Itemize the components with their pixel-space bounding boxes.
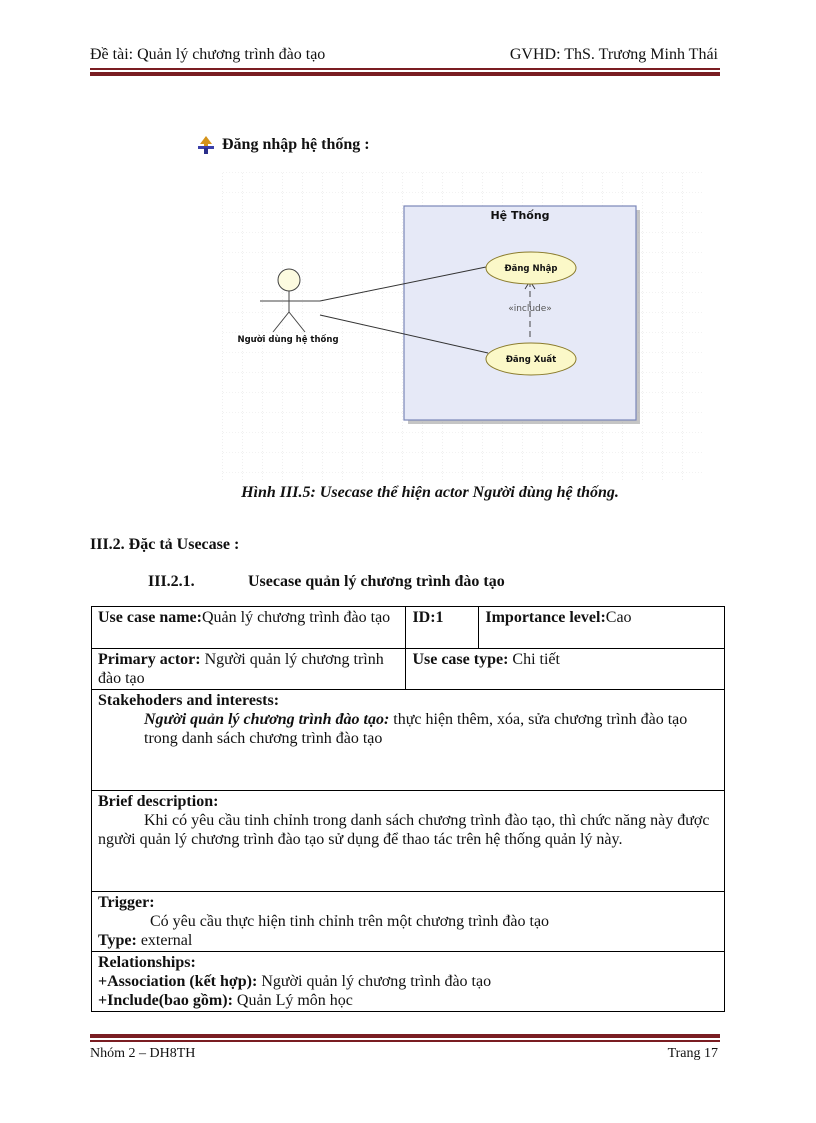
arrow-bullet-icon — [198, 136, 214, 154]
include-label: +Include(bao gồm): — [98, 992, 233, 1009]
importance-label: Importance level: — [485, 609, 606, 626]
primary-actor-label: Primary actor: — [98, 651, 201, 668]
usecase-name-value: Quản lý chương trình đào tạo — [201, 609, 391, 626]
stakeholders-label: Stakehoders and interests: — [98, 692, 280, 709]
relationships-cell — [92, 952, 725, 1012]
relationships-label: Relationships: — [98, 954, 196, 971]
trigger-type — [98, 931, 718, 950]
trigger-label: Trigger: — [98, 894, 155, 911]
usecase-logout-label: Đăng Xuất — [505, 355, 557, 365]
header-title: Đề tài: Quản lý chương trình đào tạo — [90, 46, 326, 63]
brief-description-cell — [92, 791, 725, 892]
footer-rule-bottom — [90, 1040, 720, 1042]
figure-caption: Hình III.5: Usecase thể hiện actor Người dùng hệ thống. — [241, 484, 619, 501]
importance-value: Cao — [605, 609, 632, 626]
footer-group: Nhóm 2 – DH8TH — [90, 1046, 196, 1061]
actor-label: Người dùng hệ thống — [237, 335, 339, 345]
usecase-type-value: Chi tiết — [508, 651, 560, 668]
system-title: Hệ Thống — [490, 209, 550, 222]
importance-cell — [479, 607, 725, 649]
stakeholder-entry — [98, 710, 718, 748]
section-heading: III.2. Đặc tả Usecase : — [90, 536, 240, 553]
primary-actor-value: Người quản lý chương trình đào tạo — [98, 651, 384, 687]
trigger-cell — [92, 892, 725, 952]
include-row — [98, 991, 718, 1010]
header-supervisor: GVHD: ThS. Trương Minh Thái — [509, 46, 718, 63]
footer-rule-top — [90, 1034, 720, 1038]
subsection-title: Usecase quản lý chương trình đào tạo — [248, 573, 505, 590]
header-rule-top — [90, 68, 720, 70]
usecase-diagram — [222, 172, 702, 480]
usecase-login-label: Đăng Nhập — [504, 264, 558, 274]
stakeholders-cell — [92, 690, 725, 791]
usecase-type-cell — [406, 649, 725, 690]
association-row — [98, 972, 718, 991]
include-value: Quản Lý môn học — [232, 992, 353, 1009]
stakeholder-name: Người quản lý chương trình đào tạo: — [144, 711, 390, 728]
trigger-text: Có yêu cầu thực hiện tinh chỉnh trên một chương trình đào tạo — [150, 913, 550, 930]
stakeholder-desc: thực hiện thêm, xóa, sửa chương trình đào tạo trong danh sách chương trình đào tạo — [144, 711, 688, 747]
include-stereotype: «include» — [508, 304, 552, 314]
type-value: external — [136, 932, 193, 949]
usecase-name-cell — [92, 607, 406, 649]
login-heading: Đăng nhập hệ thống : — [222, 136, 370, 153]
usecase-type-label: Use case type: — [412, 651, 509, 668]
association-label: +Association (kết hợp): — [98, 973, 258, 990]
primary-actor-cell — [92, 649, 406, 690]
subsection-number: III.2.1. — [148, 573, 195, 590]
brief-description-label: Brief description: — [98, 793, 219, 810]
usecase-spec-table — [91, 606, 725, 1012]
header-rule-bottom — [90, 72, 720, 76]
usecase-name-label: Use case name: — [98, 609, 202, 626]
id-cell: ID:1 — [406, 607, 479, 649]
type-label: Type: — [98, 932, 137, 949]
association-value: Người quản lý chương trình đào tạo — [257, 973, 492, 990]
page-number: Trang 17 — [667, 1046, 718, 1061]
brief-description-text: Khi có yêu cầu tinh chỉnh trong danh sách chương trình đào tạo, thì chức năng này được người quản lý chương trình đào tạo sử dụng để thao tác trên hệ thống quản lý này. — [98, 812, 710, 848]
